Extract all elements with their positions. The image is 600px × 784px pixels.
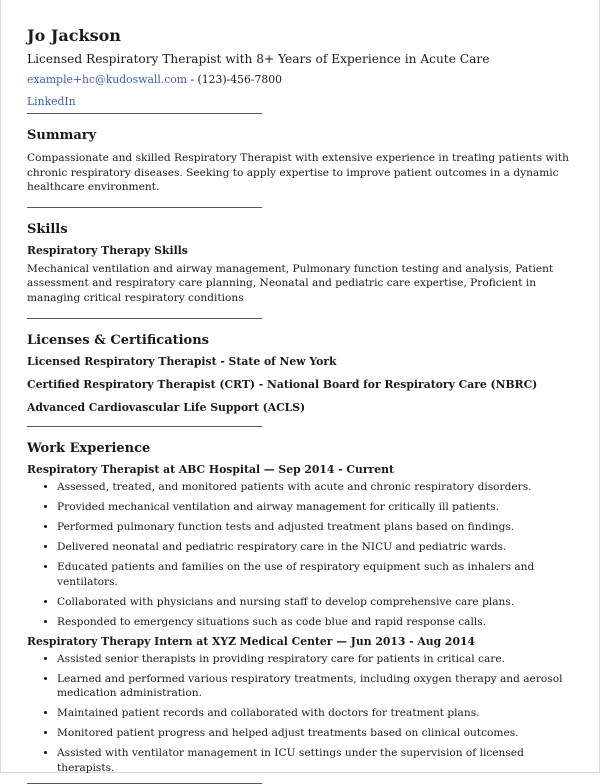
section-divider: [27, 207, 262, 208]
summary-heading: Summary: [27, 128, 97, 143]
job-heading: Respiratory Therapy Intern at XYZ Medical Center — Jun 2013 - Aug 2014: [27, 634, 475, 648]
phone-number: (123)-456-7800: [197, 73, 282, 86]
job-bullets: [27, 480, 577, 629]
section-divider: [27, 426, 262, 427]
experience-heading: Work Experience: [27, 441, 151, 456]
skills-group-title: Respiratory Therapy Skills: [27, 243, 188, 257]
job-heading: Respiratory Therapist at ABC Hospital — Sep 2014 - Current: [27, 463, 394, 476]
list-item: • Learned and performed various respiratory treatments, including oxygen therapy and aerosol medication administration.: [57, 672, 577, 701]
license-item: Certified Respiratory Therapist (CRT) - National Board for Respiratory Care (NBRC): [27, 378, 538, 391]
licenses-heading: Licenses & Certifications: [27, 333, 209, 348]
list-item: • Educated patients and families on the use of respiratory equipment such as inhalers and ventilators.: [57, 560, 577, 589]
linkedin-link[interactable]: LinkedIn: [27, 95, 76, 108]
list-item: • Assisted senior therapists in providing respiratory care for patients in critical care.: [57, 652, 577, 667]
license-item: Licensed Respiratory Therapist - State of New York: [27, 355, 337, 368]
section-divider: [27, 113, 262, 114]
list-item: • Performed pulmonary function tests and adjusted treatment plans based on findings.: [57, 520, 577, 535]
email-link[interactable]: example+hc@kudoswall.com: [27, 73, 188, 86]
contact-separator: -: [187, 73, 198, 86]
list-item: • Monitored patient progress and helped adjust treatments based on clinical outcomes.: [57, 726, 577, 741]
list-item: • Maintained patient records and collaborated with doctors for treatment plans.: [57, 706, 577, 721]
licenses-list: [27, 355, 577, 415]
contact-line: [27, 73, 577, 87]
list-item: • Delivered neonatal and pediatric respiratory care in the NICU and pediatric wards.: [57, 540, 577, 555]
skills-group-text: Mechanical ventilation and airway management, Pulmonary function testing and analysis, Patient assessment and respiratory care planning, Neonatal and pediatric care expertise, Proficient in managing critical respiratory conditions: [27, 262, 554, 304]
summary-text: Compassionate and skilled Respiratory Therapist with extensive experience in treating patients with chronic respiratory diseases. Seeking to apply expertise to improve patient outcomes in a dynamic healthcare environment.: [27, 152, 569, 193]
candidate-name: Jo Jackson: [27, 26, 121, 45]
list-item: • Collaborated with physicians and nursing staff to develop comprehensive care plans.: [57, 595, 577, 610]
list-item: • Provided mechanical ventilation and airway management for critically ill patients.: [57, 500, 577, 515]
skills-heading: Skills: [27, 221, 68, 237]
candidate-headline: Licensed Respiratory Therapist with 8+ Years of Experience in Acute Care: [27, 52, 490, 66]
license-item: Advanced Cardiovascular Life Support (ACLS): [27, 401, 306, 414]
list-item: • Assisted with ventilator management in ICU settings under the supervision of licensed therapists.: [57, 746, 577, 775]
section-divider: [27, 318, 262, 319]
resume-content: [27, 26, 577, 784]
list-item: • Assessed, treated, and monitored patients with acute and chronic respiratory disorders.: [57, 480, 577, 495]
list-item: • Responded to emergency situations such as code blue and rapid response calls.: [57, 615, 577, 630]
job-bullets: [27, 652, 577, 776]
